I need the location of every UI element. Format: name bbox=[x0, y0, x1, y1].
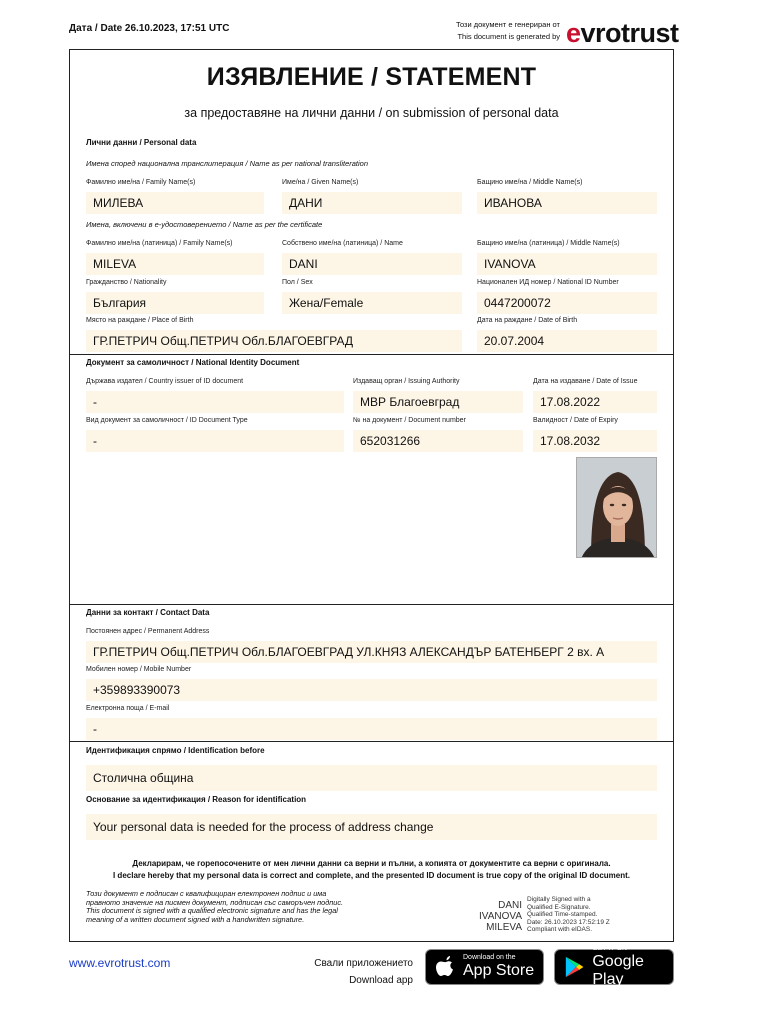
download-app-en: Download app bbox=[349, 975, 413, 986]
middle-name-latin-label: Бащино име/на (латиница) / Middle Name(s) bbox=[477, 240, 620, 247]
email-label: Електронна поща / E-mail bbox=[86, 705, 170, 712]
certificate-name-note: Имена, включени в е-удостоверението / Name as per the certificate bbox=[86, 220, 323, 229]
family-name-latin-label: Фамилно име/на (латиница) / Family Name(s) bbox=[86, 240, 233, 247]
generated-by-bg: Този документ е генериран от bbox=[455, 20, 560, 29]
nationality-label: Гражданство / Nationality bbox=[86, 279, 167, 286]
identity-document-title: Документ за самоличност / National Identity Document bbox=[86, 358, 300, 367]
given-name-label: Име/на / Given Name(s) bbox=[282, 179, 359, 186]
date-of-issue-field: 17.08.2022 bbox=[533, 391, 657, 413]
app-store-label: App Store bbox=[463, 962, 535, 979]
national-id-field: 0447200072 bbox=[477, 292, 657, 314]
signature-details: Digitally Signed with a Qualified E-Signature. Qualified Time-stamped. Date: 26.10.2023 17:52:19 Z Compliant with eIDAS. bbox=[527, 896, 610, 933]
date-of-birth-label: Дата на раждане / Date of Birth bbox=[477, 317, 578, 324]
issuing-authority-field: МВР Благоевград bbox=[353, 391, 523, 413]
document-date: Дата / Date 26.10.2023, 17:51 UTC bbox=[69, 23, 230, 34]
date-of-issue-label: Дата на издаване / Date of Issue bbox=[533, 378, 638, 385]
google-play-button[interactable] bbox=[554, 945, 674, 988]
evrotrust-website-link[interactable]: www.evrotrust.com bbox=[69, 956, 171, 970]
google-play-label: Google Play bbox=[592, 953, 644, 988]
name-latin-label: Собствено име/на (латиница) / Name bbox=[282, 240, 403, 247]
page-title: ИЗЯВЛЕНИЕ / STATEMENT bbox=[206, 63, 537, 91]
mobile-number-label: Мобилен номер / Mobile Number bbox=[86, 666, 192, 673]
google-play-icon bbox=[564, 955, 584, 979]
id-type-label: Вид документ за самоличност / ID Document Type bbox=[86, 417, 248, 424]
date-of-birth-field: 20.07.2004 bbox=[477, 330, 657, 352]
app-store-button[interactable] bbox=[425, 949, 544, 985]
personal-data-title: Лични данни / Personal data bbox=[86, 138, 197, 147]
nationality-field: България bbox=[86, 292, 264, 314]
evrotrust-logo: evrotrust bbox=[566, 18, 679, 48]
family-name-latin-field: MILEVA bbox=[86, 253, 264, 275]
middle-name-label: Бащино име/на / Middle Name(s) bbox=[477, 179, 583, 186]
country-issuer-label: Държава издател / Country issuer of ID document bbox=[86, 378, 244, 385]
reason-field: Your personal data is needed for the process of address change bbox=[86, 814, 657, 840]
apple-icon bbox=[435, 954, 457, 980]
place-of-birth-field: ГР.ПЕТРИЧ Общ.ПЕТРИЧ Обл.БЛАГОЕВГРАД bbox=[86, 330, 462, 352]
download-app-bg: Свали приложението bbox=[314, 958, 413, 969]
sex-field: Жена/Female bbox=[282, 292, 462, 314]
permanent-address-field: ГР.ПЕТРИЧ Общ.ПЕТРИЧ Обл.БЛАГОЕВГРАД УЛ.КНЯЗ АЛЕКСАНДЪР БАТЕНБЕРГ 2 вх. А bbox=[86, 641, 657, 663]
identification-before-field: Столична община bbox=[86, 765, 657, 791]
signer-names: DANI IVANOVA MILEVA bbox=[479, 900, 522, 933]
date-of-expiry-field: 17.08.2032 bbox=[533, 430, 657, 452]
national-translit-note: Имена според национална транслитерация / Name as per national transliteration bbox=[86, 159, 369, 168]
email-field: - bbox=[86, 718, 657, 740]
country-issuer-field: - bbox=[86, 391, 344, 413]
national-id-label: Национален ИД номер / National ID Number bbox=[477, 279, 619, 286]
place-of-birth-label: Място на раждане / Place of Birth bbox=[86, 317, 194, 324]
app-store-small-label: Download on the bbox=[463, 954, 516, 961]
name-latin-field: DANI bbox=[282, 253, 462, 275]
middle-name-latin-field: IVANOVA bbox=[477, 253, 657, 275]
page-subtitle: за предоставяне на лични данни / on submission of personal data bbox=[184, 106, 559, 120]
section-divider bbox=[69, 354, 674, 355]
portrait-image bbox=[577, 458, 657, 558]
contact-data-title: Данни за контакт / Contact Data bbox=[86, 608, 210, 617]
document-number-label: № на документ / Document number bbox=[353, 417, 466, 424]
generated-by-en: This document is generated by bbox=[457, 32, 560, 41]
signature-note: Този документ е подписан с квалифициран електронен подпис и има правното значение на писмен документ, подписан със саморъчен подпис. This document is signed with a qualified electronic signature and has the legal meaning of a written document signed with a handwritten signature. bbox=[86, 889, 344, 924]
google-play-small-label: GET IT ON bbox=[592, 945, 628, 952]
permanent-address-label: Постоянен адрес / Permanent Address bbox=[86, 628, 210, 635]
section-divider bbox=[69, 604, 674, 605]
document-number-field: 652031266 bbox=[353, 430, 523, 452]
middle-name-field: ИВАНОВА bbox=[477, 192, 657, 214]
identification-before-title: Идентификация спрямо / Identification before bbox=[86, 746, 265, 755]
family-name-label: Фамилно име/на / Family Name(s) bbox=[86, 179, 196, 186]
sex-label: Пол / Sex bbox=[282, 279, 313, 286]
given-name-field: ДАНИ bbox=[282, 192, 462, 214]
reason-title: Основание за идентификация / Reason for identification bbox=[86, 795, 307, 804]
id-type-field: - bbox=[86, 430, 344, 452]
mobile-number-field: +359893390073 bbox=[86, 679, 657, 701]
family-name-field: МИЛЕВА bbox=[86, 192, 264, 214]
section-divider bbox=[69, 741, 674, 742]
id-photo bbox=[576, 457, 657, 558]
date-of-expiry-label: Валидност / Date of Expiry bbox=[533, 417, 618, 424]
declaration-bg: Декларирам, че горепосочените от мен лични данни са верни и пълни, а копията от документите са верни с оригинала. bbox=[132, 859, 611, 868]
declaration-en: I declare hereby that my personal data is correct and complete, and the presented ID document is true copy of the original ID document. bbox=[112, 871, 630, 880]
issuing-authority-label: Издаващ орган / Issuing Authority bbox=[353, 378, 460, 385]
